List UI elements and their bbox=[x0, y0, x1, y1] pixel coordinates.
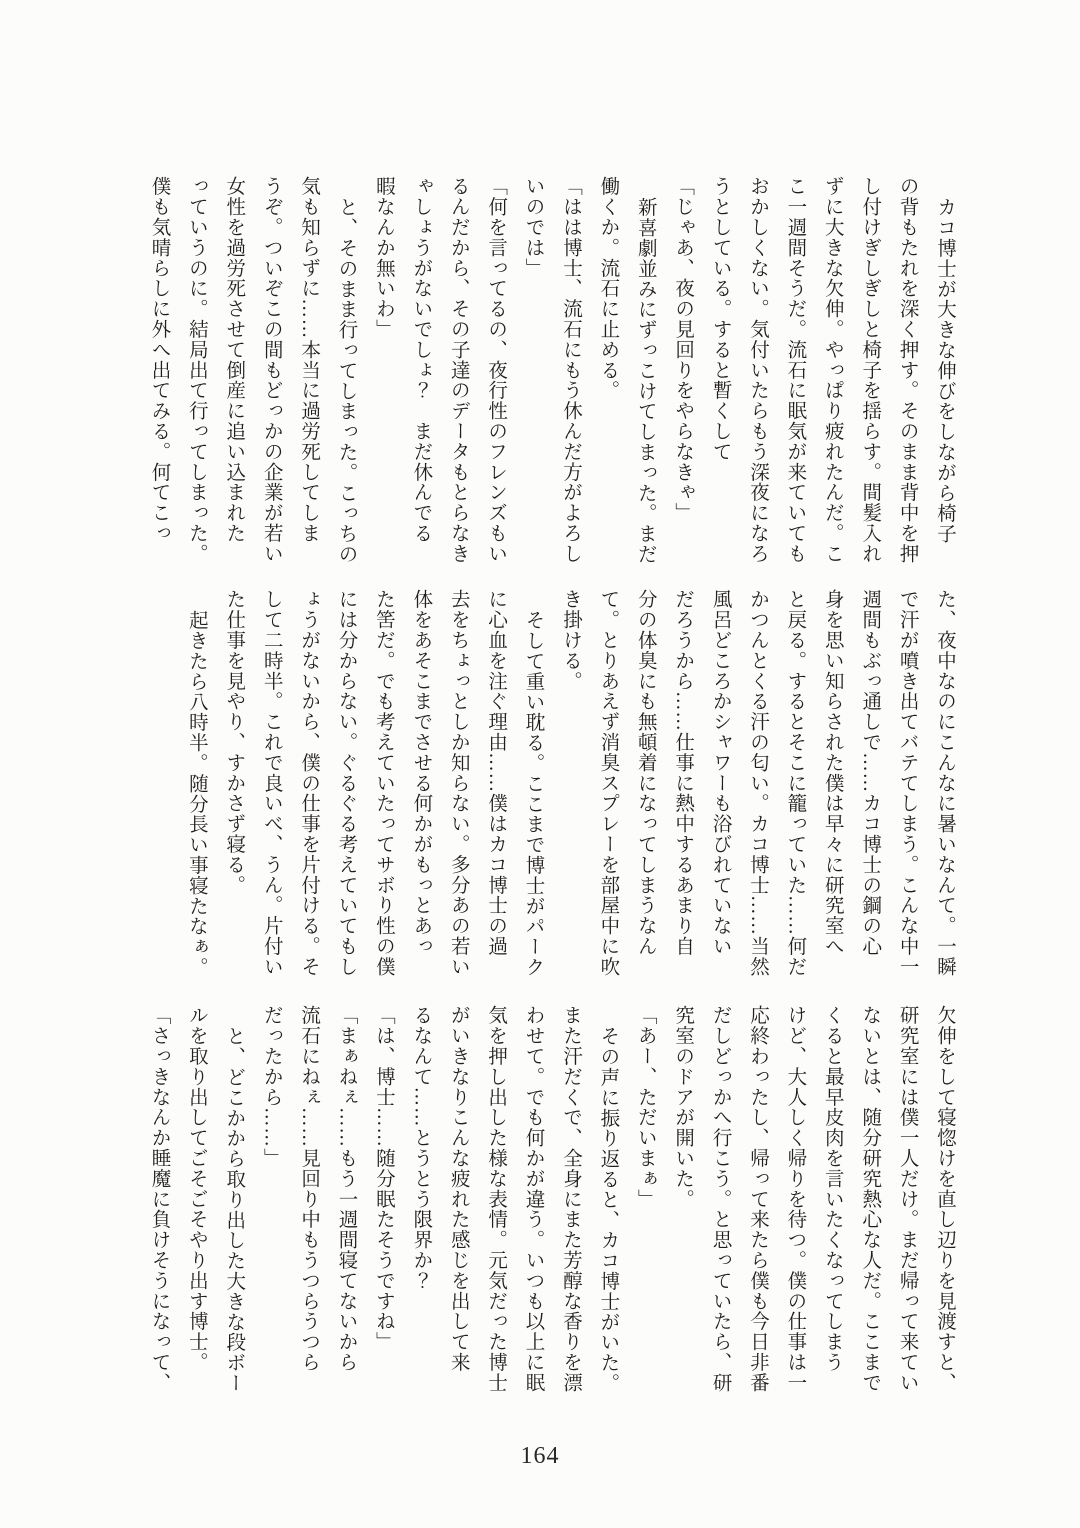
text-column: 流石にねぇ……見回り中もうつらうつら bbox=[298, 1005, 320, 1373]
text-column: わせて。でも何かが違う。いつも以上に眠 bbox=[522, 1005, 544, 1393]
text-column: るなんて……とうとう限界か？ bbox=[410, 1005, 432, 1291]
text-column: かつんとくる汗の匂い。カコ博士……当然 bbox=[746, 589, 768, 977]
text-column: ずに大きな欠伸。やっぱり疲れたんだ。こ bbox=[821, 176, 843, 564]
text-column: っていうのに。結局出て行ってしまった。 bbox=[185, 176, 207, 564]
text-column: た、夜中なのにこんなに暑いなんて。一瞬 bbox=[934, 589, 955, 977]
page-number: 164 bbox=[520, 1443, 560, 1469]
text-column: 風呂どころかシャワーも浴びれていない bbox=[709, 589, 731, 957]
text-column: カコ博士が大きな伸びをしながら椅子 bbox=[934, 196, 955, 544]
text-column: ないとは、随分研究熱心な人だ。ここまで bbox=[859, 1005, 881, 1393]
text-band-2 bbox=[177, 589, 963, 985]
text-column: して二時半。これで良いべ、うん。片付い bbox=[260, 589, 282, 977]
text-column: 研究室には僕一人だけ。まだ帰って来てい bbox=[896, 1005, 918, 1393]
text-column: には分からない。ぐるぐる考えていてもし bbox=[335, 589, 357, 977]
text-column: 気も知らずに……本当に過労死してしま bbox=[298, 176, 320, 544]
text-column: と、そのまま行ってしまった。こっちの bbox=[335, 196, 357, 564]
text-column: 「は、博士……随分眠たそうですね」 bbox=[372, 1005, 394, 1352]
text-column: た筈だ。でも考えていたってサボり性の僕 bbox=[372, 589, 394, 977]
text-column: ょうがないから、僕の仕事を片付ける。そ bbox=[298, 589, 320, 977]
text-column: うぞ。ついぞこの間もどっかの企業が若い bbox=[260, 176, 282, 564]
text-column: 「まぁねぇ……もう一週間寝てないから bbox=[335, 1005, 357, 1373]
text-column: るんだから、その子達のデータもとらなき bbox=[447, 176, 469, 564]
text-column: に心血を注ぐ理由……僕はカコ博士の過 bbox=[485, 589, 507, 957]
text-column: 「じゃあ、夜の見回りをやらなきゃ」 bbox=[672, 176, 694, 523]
text-column: がいきなりこんな疲れた感じを出して来 bbox=[447, 1005, 469, 1373]
text-column: 新喜劇並みにずっこけてしまった。まだ bbox=[634, 196, 656, 564]
text-column: 去をちょっとしか知らない。多分あの若い bbox=[447, 589, 469, 977]
text-column: 「あー、ただいまぁ」 bbox=[634, 1005, 656, 1209]
text-column: ゃしょうがないでしょ？ まだ休んでる bbox=[410, 176, 432, 544]
text-column: 女性を過労死させて倒産に追い込まれた bbox=[223, 176, 245, 544]
text-band-1 bbox=[140, 176, 963, 570]
text-column: だろうから……仕事に熱中するあまり自 bbox=[672, 589, 694, 957]
text-column: で汗が噴き出てバテてしまう。こんな中一 bbox=[896, 589, 918, 977]
text-column: うとしている。すると暫くして bbox=[709, 176, 731, 462]
text-column: し付けぎしぎしと椅子を揺らす。間髪入れ bbox=[859, 176, 881, 564]
text-column: た仕事を見やり、すかさず寝る。 bbox=[223, 589, 245, 895]
text-column: 暇なんか無いわ」 bbox=[372, 176, 394, 340]
text-column: 「はは博士、流石にもう休んだ方がよろし bbox=[559, 176, 581, 564]
text-column: こ一週間そうだ。流石に眠気が来ていても bbox=[784, 176, 806, 564]
text-column: 欠伸をして寝惚けを直し辺りを見渡すと、 bbox=[934, 1005, 955, 1393]
text-column: 僕も気晴らしに外へ出てみる。何てこっ bbox=[148, 176, 170, 544]
text-column: 気を押し出した様な表情。元気だった博士 bbox=[485, 1005, 507, 1393]
text-column: だったから……」 bbox=[260, 1005, 282, 1169]
text-column: けど、大人しく帰りを待つ。僕の仕事は一 bbox=[784, 1005, 806, 1393]
text-column: 分の体臭にも無頓着になってしまうなん bbox=[634, 589, 656, 957]
text-column: 働くか。流石に止める。 bbox=[597, 176, 619, 401]
text-column: 応終わったし、帰って来たら僕も今日非番 bbox=[746, 1005, 768, 1393]
text-column: と戻る。するとそこに籠っていた……何だ bbox=[784, 589, 806, 977]
text-column: 週間もぶっ通しで……カコ博士の鋼の心 bbox=[859, 589, 881, 957]
text-column: 起きたら八時半。随分長い事寝たなぁ。 bbox=[185, 609, 207, 977]
text-column: また汗だくで、全身にまた芳醇な香りを漂 bbox=[559, 1005, 581, 1393]
text-column: ルを取り出してごそごそやり出す博士。 bbox=[185, 1005, 207, 1373]
text-column: 「何を言ってるの、夜行性のフレンズもい bbox=[485, 176, 507, 564]
text-band-3 bbox=[140, 1005, 963, 1399]
text-column: 「さっきなんか睡魔に負けそうになって、 bbox=[148, 1005, 170, 1393]
text-column: 究室のドアが開いた。 bbox=[672, 1005, 694, 1209]
text-column: き掛ける。 bbox=[559, 589, 581, 691]
text-column: て。とりあえず消臭スプレーを部屋中に吹 bbox=[597, 589, 619, 977]
text-column: その声に振り返ると、カコ博士がいた。 bbox=[597, 1025, 619, 1393]
text-column: おかしくない。気付いたらもう深夜になろ bbox=[746, 176, 768, 564]
text-column: の背もたれを深く押す。そのまま背中を押 bbox=[896, 176, 918, 564]
text-column: いのでは」 bbox=[522, 176, 544, 278]
text-column: 体をあそこまでさせる何かがもっとあっ bbox=[410, 589, 432, 957]
text-column: くると最早皮肉を言いたくなってしまう bbox=[821, 1005, 843, 1373]
text-column: だしどっかへ行こう。と思っていたら、研 bbox=[709, 1005, 731, 1393]
text-column: と、どこかから取り出した大きな段ボー bbox=[223, 1025, 245, 1393]
text-column: 身を思い知らされた僕は早々に研究室へ bbox=[821, 589, 843, 957]
text-column: そして重い耽る。ここまで博士がパーク bbox=[522, 609, 544, 977]
